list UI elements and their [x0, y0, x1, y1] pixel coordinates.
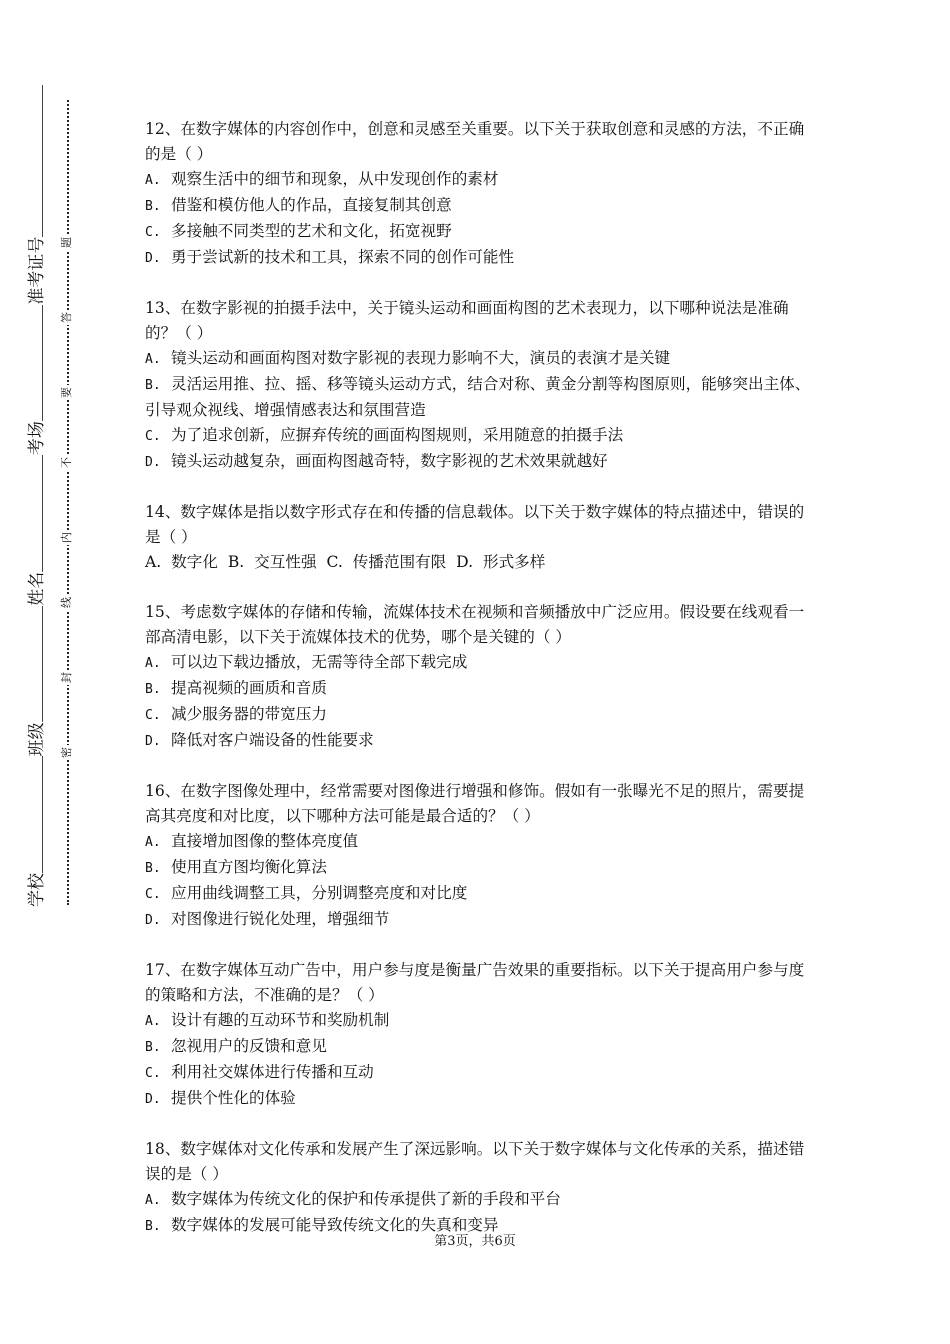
binding-margin-fields: [20, 85, 48, 925]
seal-char: 不: [60, 457, 73, 468]
option-key: D.: [145, 1092, 161, 1107]
option-text: 减少服务器的带宽压力: [171, 705, 327, 723]
option-key: C.: [145, 708, 161, 723]
question: [145, 296, 811, 475]
question: [145, 500, 811, 575]
seal-line: [58, 100, 78, 905]
answer-option: [145, 829, 811, 855]
question-stem: 16、在数字图像处理中，经常需要对图像进行增强和修饰。假如有一张曝光不足的照片，需要提高其亮度和对比度，以下哪种方法可能是最合适的？（ ）: [145, 782, 805, 825]
option-text: 应用曲线调整工具，分别调整亮度和对比度: [171, 884, 468, 902]
question-stem: 13、在数字影视的拍摄手法中，关于镜头运动和画面构图的艺术表现力，以下哪种说法是准确的？（ ）: [145, 299, 789, 342]
seal-char: 封: [60, 672, 73, 683]
question-stem: 18、数字媒体对文化传承和发展产生了深远影响。以下关于数字媒体与文化传承的关系，描述错误的是（ ）: [145, 1140, 805, 1183]
answer-option: [145, 1060, 811, 1086]
option-key: B.: [145, 199, 161, 214]
option-text: 设计有趣的互动环节和奖励机制: [171, 1011, 390, 1029]
question: [145, 1137, 811, 1239]
option-key: D.: [145, 913, 161, 928]
option-key: B.: [145, 378, 161, 393]
field-exam-id-label: 准考证号: [26, 236, 47, 305]
question: [145, 600, 811, 754]
option-key: A.: [145, 352, 161, 367]
seal-char: 内: [60, 532, 73, 543]
answer-option: [145, 167, 811, 193]
answer-option: [145, 676, 811, 702]
option-key: A.: [145, 1014, 161, 1029]
field-exam-room-line: [28, 305, 43, 422]
field-exam-id-line: [28, 85, 43, 237]
answer-option: [145, 372, 811, 423]
option-text: 使用直方图均衡化算法: [171, 858, 327, 876]
option-key: C.: [145, 225, 161, 240]
answer-option: [145, 219, 811, 245]
field-exam-room-label: 考场: [26, 421, 47, 456]
seal-char: 要: [60, 387, 73, 398]
option-key: D.: [145, 455, 161, 470]
option-text: 提供个性化的体验: [171, 1089, 296, 1107]
option-text: 为了追求创新，应摒弃传统的画面构图规则，采用随意的拍摄手法: [171, 426, 624, 444]
seal-char: 答: [60, 312, 73, 323]
dotted-line: [67, 100, 69, 905]
answer-option: [145, 423, 811, 449]
answer-option: [145, 702, 811, 728]
option-text: 数字媒体为传统文化的保护和传承提供了新的手段和平台: [171, 1190, 561, 1208]
option-key: D.: [145, 251, 161, 266]
answer-option: [145, 728, 811, 754]
question: [145, 117, 811, 271]
option-text: 降低对客户端设备的性能要求: [171, 731, 374, 749]
question-stem: 17、在数字媒体互动广告中，用户参与度是衡量广告效果的重要指标。以下关于提高用户参与度的策略和方法，不准确的是？（ ）: [145, 961, 805, 1004]
answer-option: [145, 1008, 811, 1034]
option-text: 勇于尝试新的技术和工具，探索不同的创作可能性: [171, 248, 515, 266]
answer-option: [145, 449, 811, 475]
option-key: A.: [145, 1193, 161, 1208]
answer-option: [145, 1187, 811, 1213]
page-footer: 第3页，共6页: [434, 1234, 516, 1249]
option-key: C.: [145, 887, 161, 902]
option-text: 镜头运动和画面构图对数字影视的表现力影响不大，演员的表演才是关键: [171, 349, 671, 367]
option-text: 数字媒体的发展可能导致传统文化的失真和变异: [171, 1216, 499, 1234]
option-text: 忽视用户的反馈和意见: [171, 1037, 327, 1055]
option-key: A.: [145, 835, 161, 850]
field-class-label: 班级: [26, 722, 47, 757]
option-text: 直接增加图像的整体亮度值: [171, 832, 359, 850]
inline-options: A. 数字化 B. 交互性强 C. 传播范围有限 D. 形式多样: [145, 553, 546, 571]
question: [145, 779, 811, 933]
option-key: A.: [145, 173, 161, 188]
option-text: 镜头运动越复杂，画面构图越奇特，数字影视的艺术效果就越好: [171, 452, 608, 470]
option-key: B.: [145, 1219, 161, 1234]
option-key: A.: [145, 656, 161, 671]
answer-option: [145, 193, 811, 219]
seal-char: 线: [60, 597, 73, 608]
field-school-label: 学校: [26, 873, 47, 907]
question: [145, 958, 811, 1112]
option-key: B.: [145, 682, 161, 697]
question-stem: 12、在数字媒体的内容创作中，创意和灵感至关重要。以下关于获取创意和灵感的方法，不正确的是（ ）: [145, 120, 805, 163]
option-text: 多接触不同类型的艺术和文化，拓宽视野: [171, 222, 452, 240]
field-school-line: [28, 756, 43, 873]
option-key: C.: [145, 429, 161, 444]
option-text: 对图像进行锐化处理，增强细节: [171, 910, 390, 928]
question-list: [145, 117, 811, 1264]
seal-char: 密: [60, 747, 73, 758]
answer-option: [145, 907, 811, 933]
answer-option: [145, 1086, 811, 1112]
answer-option: [145, 855, 811, 881]
question-stem: 14、数字媒体是指以数字形式存在和传播的信息载体。以下关于数字媒体的特点描述中，错误的是（ ）: [145, 503, 805, 546]
answer-option: [145, 1034, 811, 1060]
option-text: 可以边下载边播放，无需等待全部下载完成: [171, 653, 468, 671]
option-text: 利用社交媒体进行传播和互动: [171, 1063, 374, 1081]
option-text: 观察生活中的细节和现象，从中发现创作的素材: [171, 170, 499, 188]
answer-option: [145, 245, 811, 271]
answer-option: [145, 346, 811, 372]
option-key: D.: [145, 734, 161, 749]
option-text: 提高视频的画质和音质: [171, 679, 327, 697]
option-key: B.: [145, 1040, 161, 1055]
answer-option: [145, 881, 811, 907]
option-key: C.: [145, 1066, 161, 1081]
option-text: 借鉴和模仿他人的作品，直接复制其创意: [171, 196, 452, 214]
option-text: 灵活运用推、拉、摇、移等镜头运动方式，结合对称、黄金分割等构图原则，能够突出主体、引导观众视线、增强情感表达和氛围营造: [145, 375, 811, 419]
seal-char: 题: [60, 237, 73, 248]
field-name-line: [28, 455, 43, 572]
question-stem: 15、考虑数字媒体的存储和传输，流媒体技术在视频和音频播放中广泛应用。假设要在线观看一部高清电影，以下关于流媒体技术的优势，哪个是关键的（ ）: [145, 603, 805, 646]
answer-option: [145, 650, 811, 676]
field-class-line: [28, 606, 43, 723]
field-name-label: 姓名: [26, 571, 47, 606]
option-key: B.: [145, 861, 161, 876]
